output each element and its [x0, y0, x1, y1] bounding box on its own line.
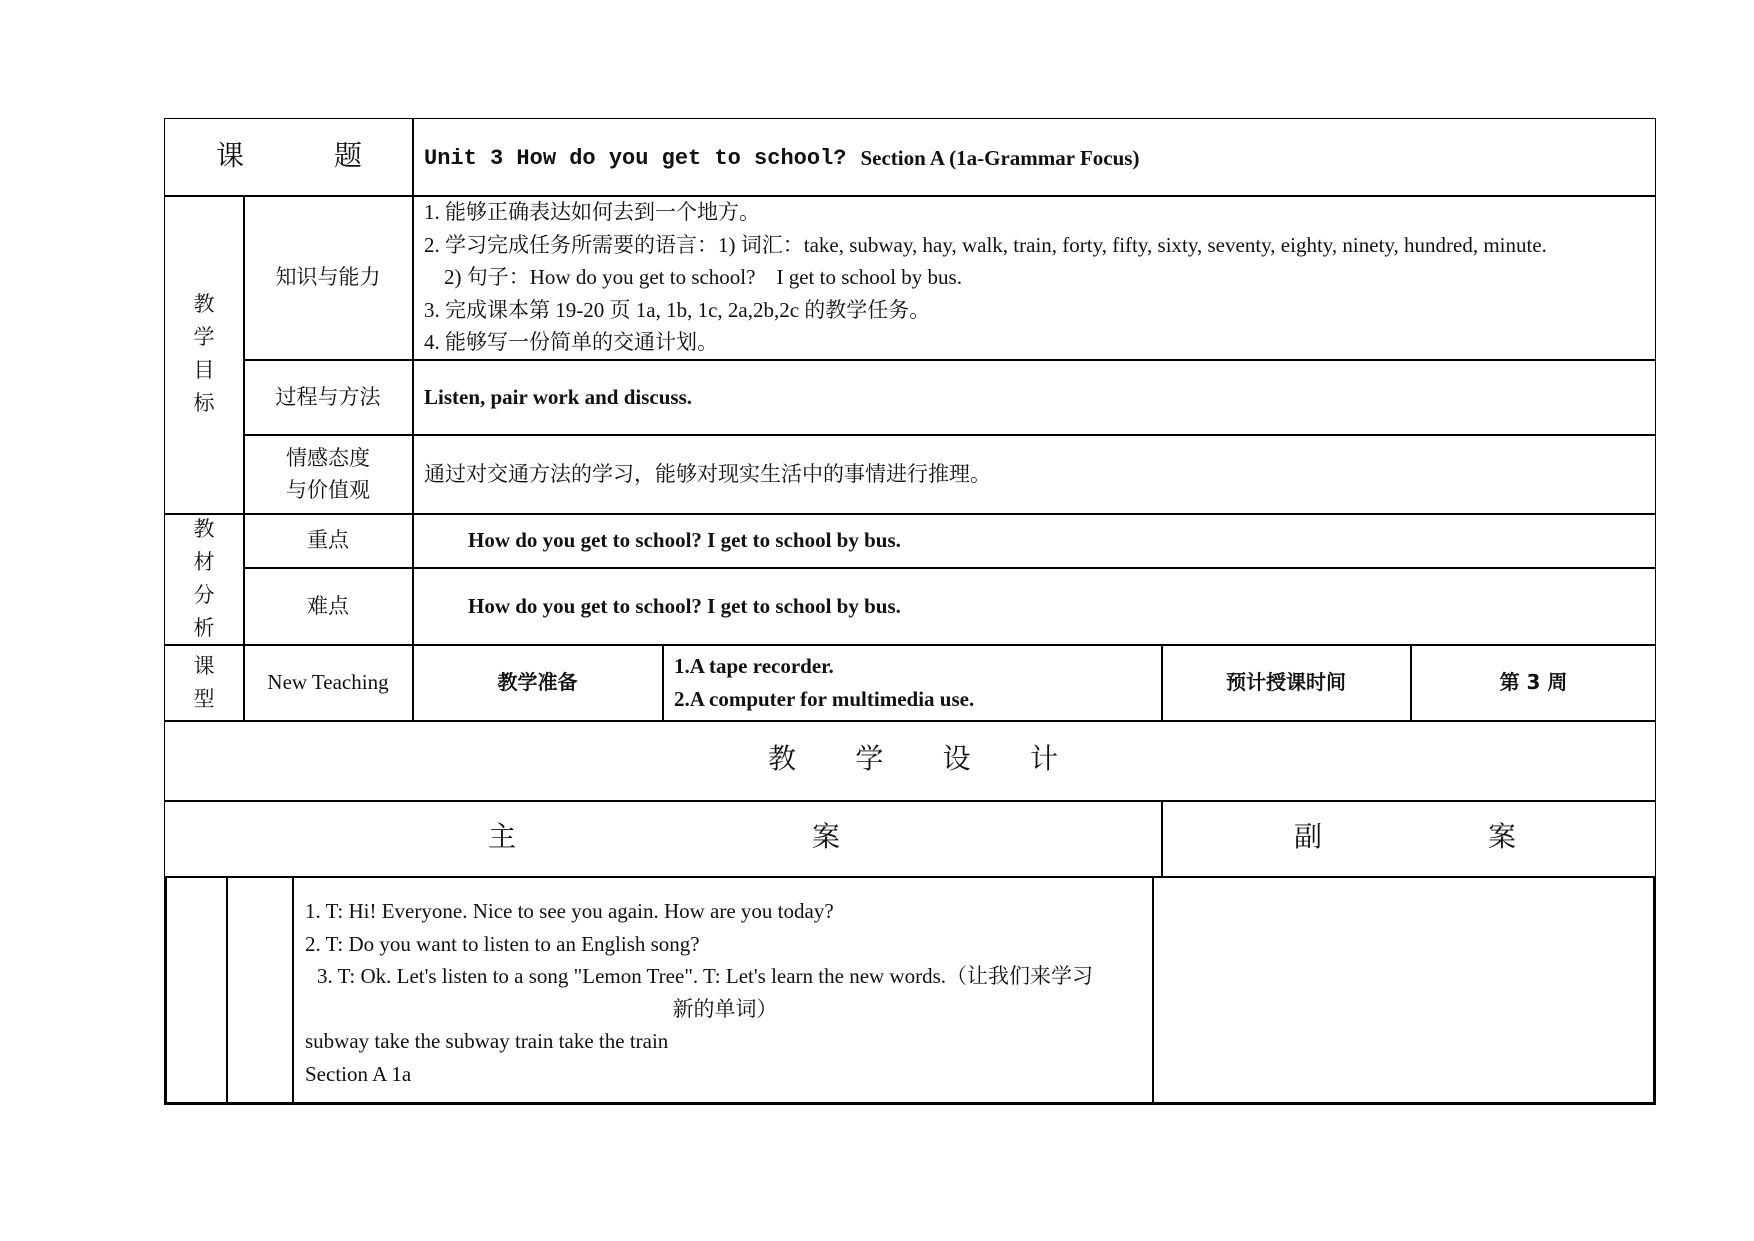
process-text: Listen, pair work and discuss.: [424, 384, 693, 409]
knowledge-label: 知识与能力: [275, 264, 381, 289]
planned-time-value: 第 3 周: [1499, 670, 1568, 694]
main-plan-char: 主: [488, 822, 517, 853]
emotion-label: [244, 435, 412, 513]
knowledge-item: 1. 能够正确表达如何去到一个地方。: [424, 200, 760, 224]
key-point-text: How do you get to school? I get to school by bus.: [468, 528, 901, 552]
table-bottom-border: [164, 1102, 1656, 1105]
key-point-label: 重点: [307, 528, 349, 552]
col-divider: [164, 876, 167, 1105]
plan-line: 3. T: Ok. Let's listen to a song "Lemon Tree". T: Let's learn the new words.（让我们来学习: [317, 964, 1094, 988]
row-divider: [244, 567, 1656, 569]
plan-line: Section A 1a: [305, 1061, 412, 1086]
preparation-label: 教学准备: [497, 670, 578, 694]
objectives-label-char: 学: [193, 325, 215, 349]
type-label-char: 型: [193, 686, 215, 711]
plan-line: 新的单词）: [672, 996, 778, 1021]
preparation-item: 1.A tape recorder.: [674, 654, 834, 678]
emotion-text: 通过对交通方法的学习，能够对现实生活中的事情进行推理。: [424, 461, 991, 486]
col-divider: [662, 644, 664, 720]
material-label-char: 分: [193, 583, 215, 607]
plan-line: subway take the subway train take the train: [305, 1029, 669, 1053]
sub-plan-char: 副: [1294, 822, 1323, 853]
emotion-label-line: 与价值观: [286, 478, 370, 502]
knowledge-items: [424, 196, 1656, 359]
col-divider: [1161, 800, 1163, 876]
material-label-char: 析: [193, 616, 215, 640]
objectives-label: [164, 195, 244, 513]
preparation-items: [674, 650, 1154, 716]
material-label-char: 材: [193, 550, 215, 574]
preparation-item: 2.A computer for multimedia use.: [674, 687, 975, 711]
col-divider: [292, 876, 294, 1105]
material-label-char: 教: [193, 517, 215, 541]
sub-plan-char: 案: [1487, 822, 1516, 853]
process-label: 过程与方法: [275, 384, 381, 409]
topic-label-char-1: 课: [216, 141, 245, 172]
col-divider: [412, 118, 414, 644]
knowledge-item: 2. 学习完成任务所需要的语言：1) 词汇：take, subway, hay, walk, train, forty, fifty, sixty, seventy, eighty, ninety, hundred, minute.: [424, 232, 1547, 257]
design-title-char: 设: [942, 744, 971, 775]
lesson-title-section: Section A (1a-Grammar Focus): [860, 145, 1140, 170]
objectives-label-char: 标: [193, 391, 215, 415]
main-plan-char: 案: [811, 822, 840, 853]
design-title-char: 计: [1029, 744, 1058, 775]
lesson-type-value: New Teaching: [267, 670, 389, 694]
objectives-label-char: 目: [193, 358, 215, 382]
lesson-type-label: [164, 645, 244, 720]
topic-label-char-2: 题: [333, 141, 362, 172]
plan-line: 1. T: Hi! Everyone. Nice to see you again. How are you today?: [305, 899, 834, 923]
sub-plan-header: [1294, 820, 1516, 856]
lesson-title: [424, 138, 1139, 178]
teaching-design-title: [768, 742, 1058, 778]
material-analysis-label: [164, 514, 244, 644]
row-divider: [164, 876, 1656, 878]
col-divider: [1653, 876, 1656, 1105]
knowledge-item: 2) 句子：How do you get to school? I get to school by bus.: [444, 265, 962, 289]
lesson-title-unit: Unit 3 How do you get to school?: [424, 145, 847, 171]
design-title-char: 学: [855, 744, 884, 775]
row-divider: [164, 800, 1656, 802]
planned-time-label: 预计授课时间: [1226, 670, 1346, 694]
difficulty-text: How do you get to school? I get to school by bus.: [468, 593, 901, 618]
topic-label: [216, 139, 362, 175]
col-divider: [226, 876, 228, 1105]
objectives-label-char: 教: [193, 292, 215, 316]
plan-line: 2. T: Do you want to listen to an English song?: [305, 931, 700, 956]
row-divider: [164, 720, 1656, 722]
knowledge-item: 4. 能够写一份简单的交通计划。: [424, 330, 718, 354]
difficulty-label: 难点: [307, 593, 349, 618]
design-title-char: 教: [768, 744, 797, 775]
type-label-char: 课: [193, 653, 215, 678]
main-plan-content: [305, 895, 1145, 1090]
emotion-label-line: 情感态度: [286, 446, 370, 470]
knowledge-item: 3. 完成课本第 19-20 页 1a, 1b, 1c, 2a,2b,2c 的教学任务。: [424, 297, 931, 322]
col-divider: [1152, 876, 1154, 1105]
main-plan-header: [488, 820, 840, 856]
